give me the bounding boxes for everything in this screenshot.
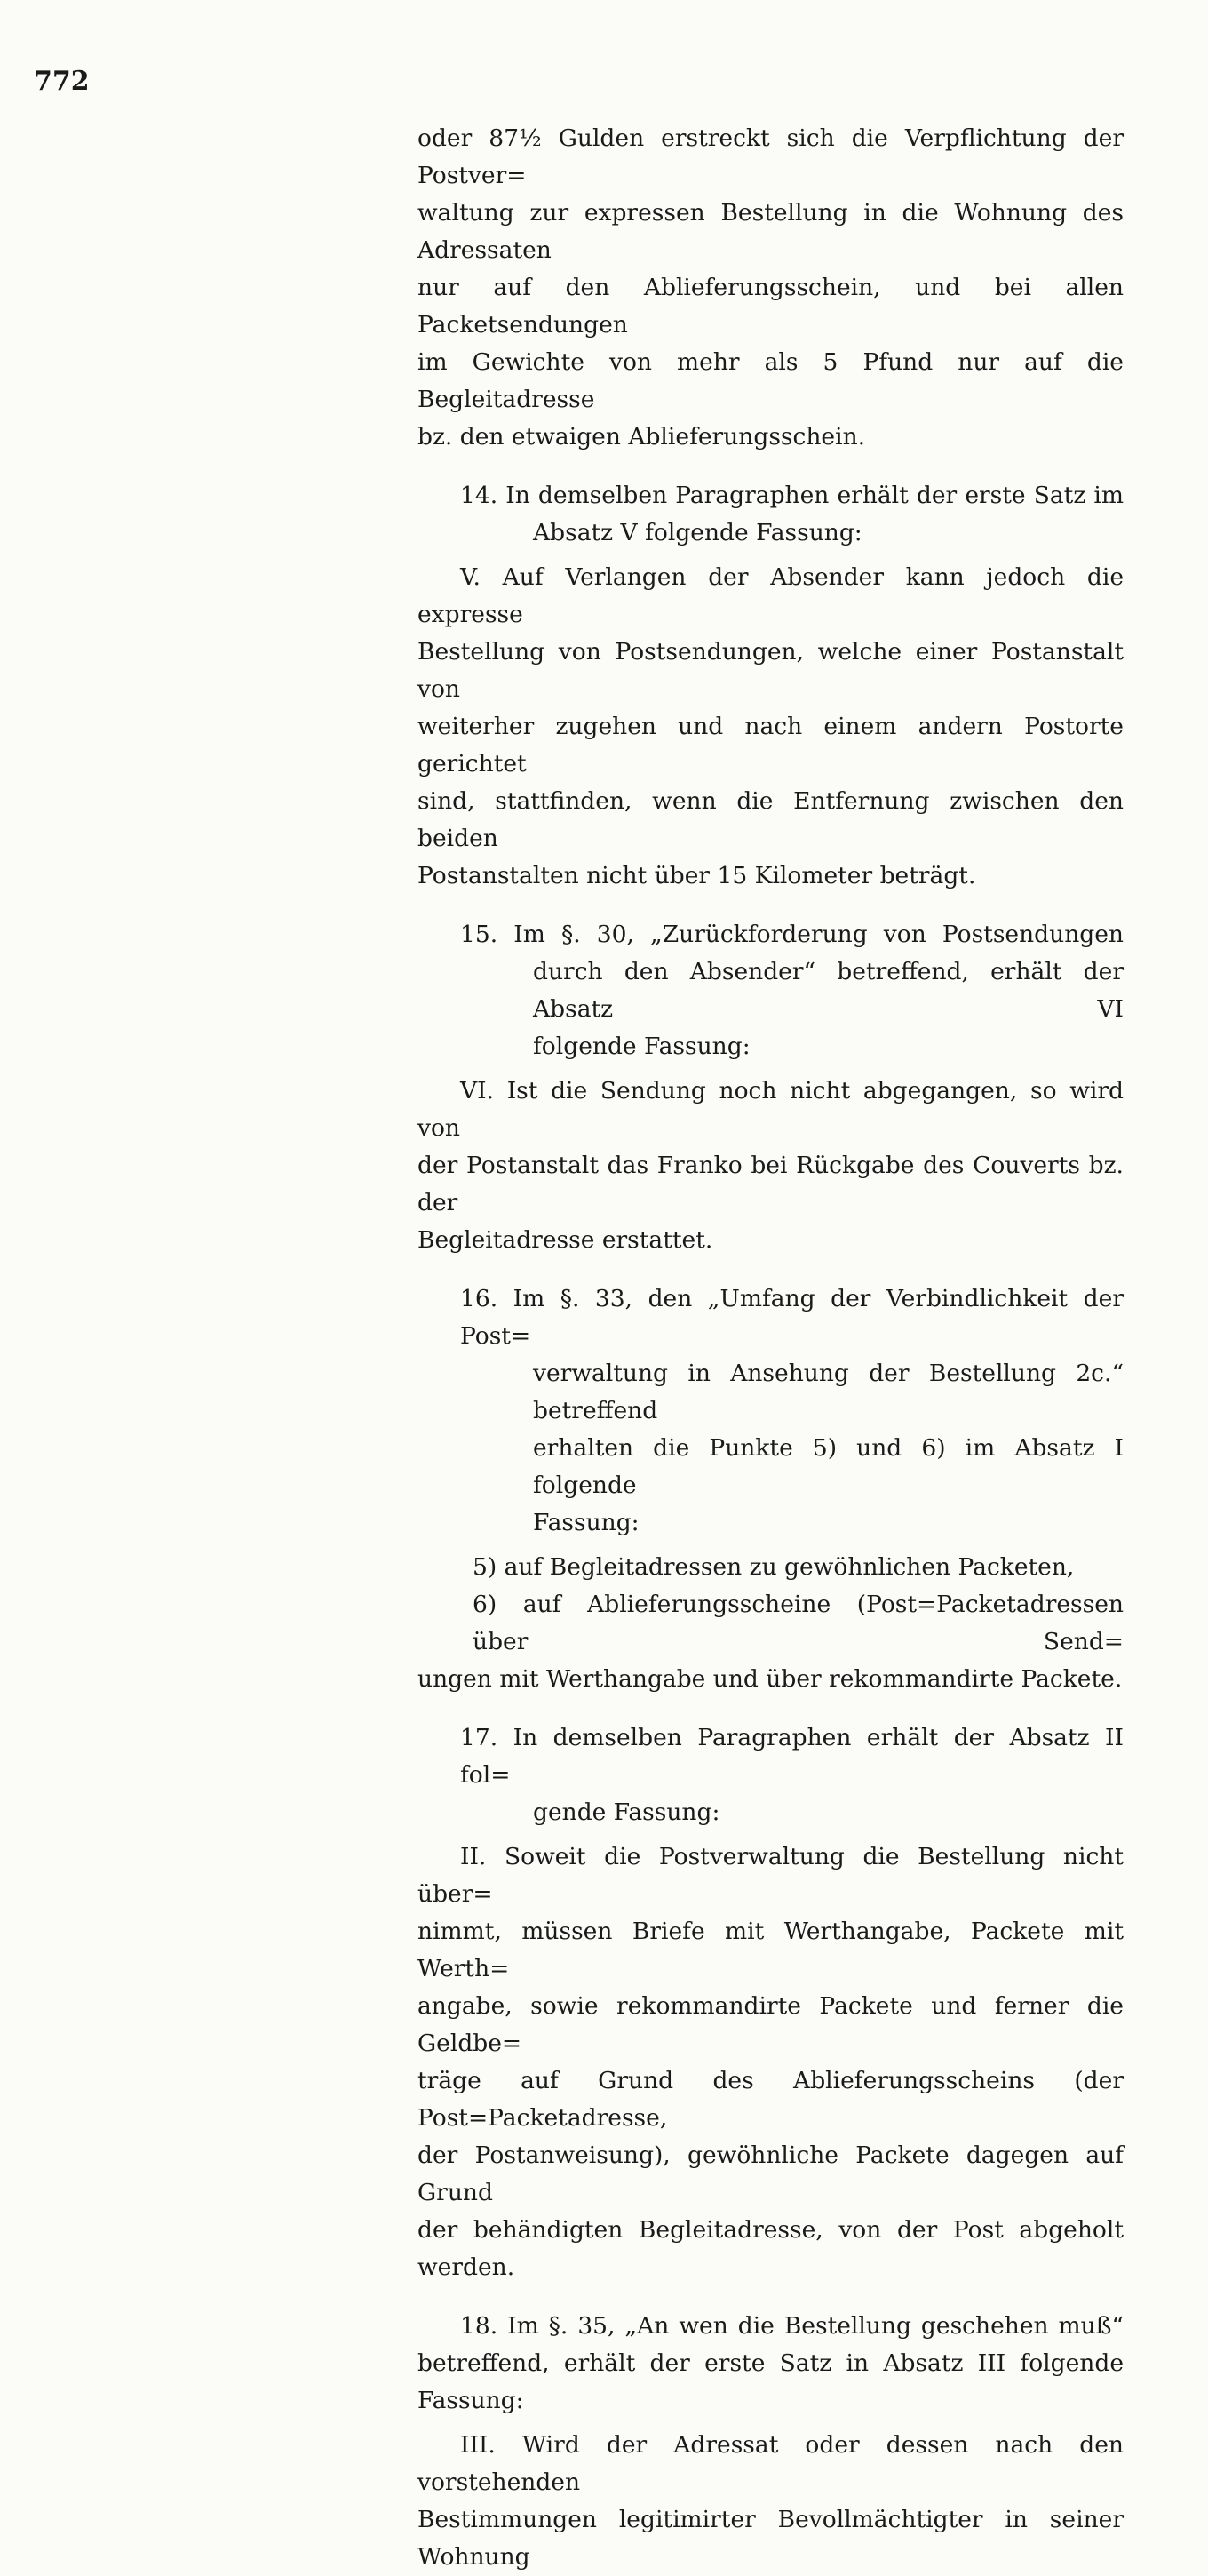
text-line: im Gewichte von mehr als 5 Pfund nur auf die Begleitadresse bbox=[417, 348, 1124, 413]
text-line: träge auf Grund des Ablieferungsscheins (der Post=Packetadresse, bbox=[417, 2067, 1124, 2132]
section-14 bbox=[417, 477, 1124, 895]
text-line: II. Soweit die Postverwaltung die Bestellung nicht über= bbox=[417, 1843, 1124, 1908]
text-line: ungen mit Werthangabe und über rekommandirte Packete. bbox=[417, 1665, 1123, 1693]
text-line: nimmt, müssen Briefe mit Werthangabe, Packete mit Werth= bbox=[417, 1918, 1124, 1982]
text-line: 6) auf Ablieferungsscheine (Post=Packetadressen über Send= bbox=[473, 1591, 1124, 1655]
text-line: nur auf den Ablieferungsschein, und bei allen Packetsendungen bbox=[417, 274, 1124, 339]
section-heading-line: betreffend, erhält der erste Satz in Absatz III folgende Fassung: bbox=[417, 2349, 1124, 2414]
section-heading-line: 15. Im §. 30, „Zurückforderung von Postsendungen bbox=[460, 921, 1124, 948]
text-line: oder 87½ Gulden erstreckt sich die Verpflichtung der Postver= bbox=[417, 124, 1124, 189]
page-number: 772 bbox=[34, 66, 90, 97]
section-18 bbox=[417, 2308, 1124, 2576]
text-line: waltung zur expressen Bestellung in die Wohnung des Adressaten bbox=[417, 199, 1124, 264]
text-line: III. Wird der Adressat oder dessen nach den vorstehenden bbox=[417, 2431, 1124, 2496]
text-line: Begleitadresse erstattet. bbox=[417, 1226, 713, 1254]
page-text bbox=[417, 120, 1124, 2576]
text-line: V. Auf Verlangen der Absender kann jedoch die expresse bbox=[417, 563, 1124, 628]
section-15 bbox=[417, 916, 1124, 1259]
text-line: VI. Ist die Sendung noch nicht abgegangen, so wird von bbox=[417, 1077, 1124, 1142]
text-line: angabe, sowie rekommandirte Packete und ferner die Geldbe= bbox=[417, 1992, 1124, 2057]
text-line: weiterher zugehen und nach einem andern Postorte gerichtet bbox=[417, 713, 1124, 778]
text-line: Postanstalten nicht über 15 Kilometer beträgt. bbox=[417, 862, 976, 889]
section-heading-line: folgende Fassung: bbox=[533, 1033, 751, 1060]
text-line: der behändigten Begleitadresse, von der Post abgeholt werden. bbox=[417, 2216, 1124, 2281]
section-heading-line: durch den Absender“ betreffend, erhält der Absatz VI bbox=[533, 958, 1124, 1023]
section-heading-line: 16. Im §. 33, den „Umfang der Verbindlichkeit der Post= bbox=[460, 1285, 1124, 1350]
section-heading-line: verwaltung in Ansehung der Bestellung 2c.“ betreffend bbox=[533, 1360, 1124, 1424]
section-heading-line: gende Fassung: bbox=[533, 1798, 720, 1826]
section-heading-line: erhalten die Punkte 5) und 6) im Absatz I folgende bbox=[533, 1434, 1124, 1499]
section-heading-line: 18. Im §. 35, „An wen die Bestellung geschehen muß“ bbox=[460, 2312, 1124, 2340]
section-heading-line: 17. In demselben Paragraphen erhält der Absatz II fol= bbox=[460, 1724, 1124, 1789]
section-16 bbox=[417, 1280, 1124, 1698]
text-line: der Postanstalt das Franko bei Rückgabe des Couverts bz. der bbox=[417, 1152, 1124, 1216]
text-line: sind, stattfinden, wenn die Entfernung zwischen den beiden bbox=[417, 787, 1124, 852]
text-line: bz. den etwaigen Ablieferungsschein. bbox=[417, 423, 866, 451]
text-line: Bestellung von Postsendungen, welche einer Postanstalt von bbox=[417, 638, 1124, 703]
intro-paragraph bbox=[417, 120, 1124, 456]
section-heading-line: Fassung: bbox=[533, 1509, 640, 1536]
text-line: Bestimmungen legitimirter Bevollmächtigter in seiner Wohnung bbox=[417, 2506, 1124, 2571]
section-heading-line: Absatz V folgende Fassung: bbox=[533, 519, 862, 546]
text-line: der Postanweisung), gewöhnliche Packete dagegen auf Grund bbox=[417, 2141, 1124, 2206]
section-17 bbox=[417, 1719, 1124, 2286]
section-heading-line: 14. In demselben Paragraphen erhält der erste Satz im bbox=[460, 482, 1124, 509]
text-line: 5) auf Begleitadressen zu gewöhnlichen Packeten, bbox=[473, 1553, 1075, 1581]
